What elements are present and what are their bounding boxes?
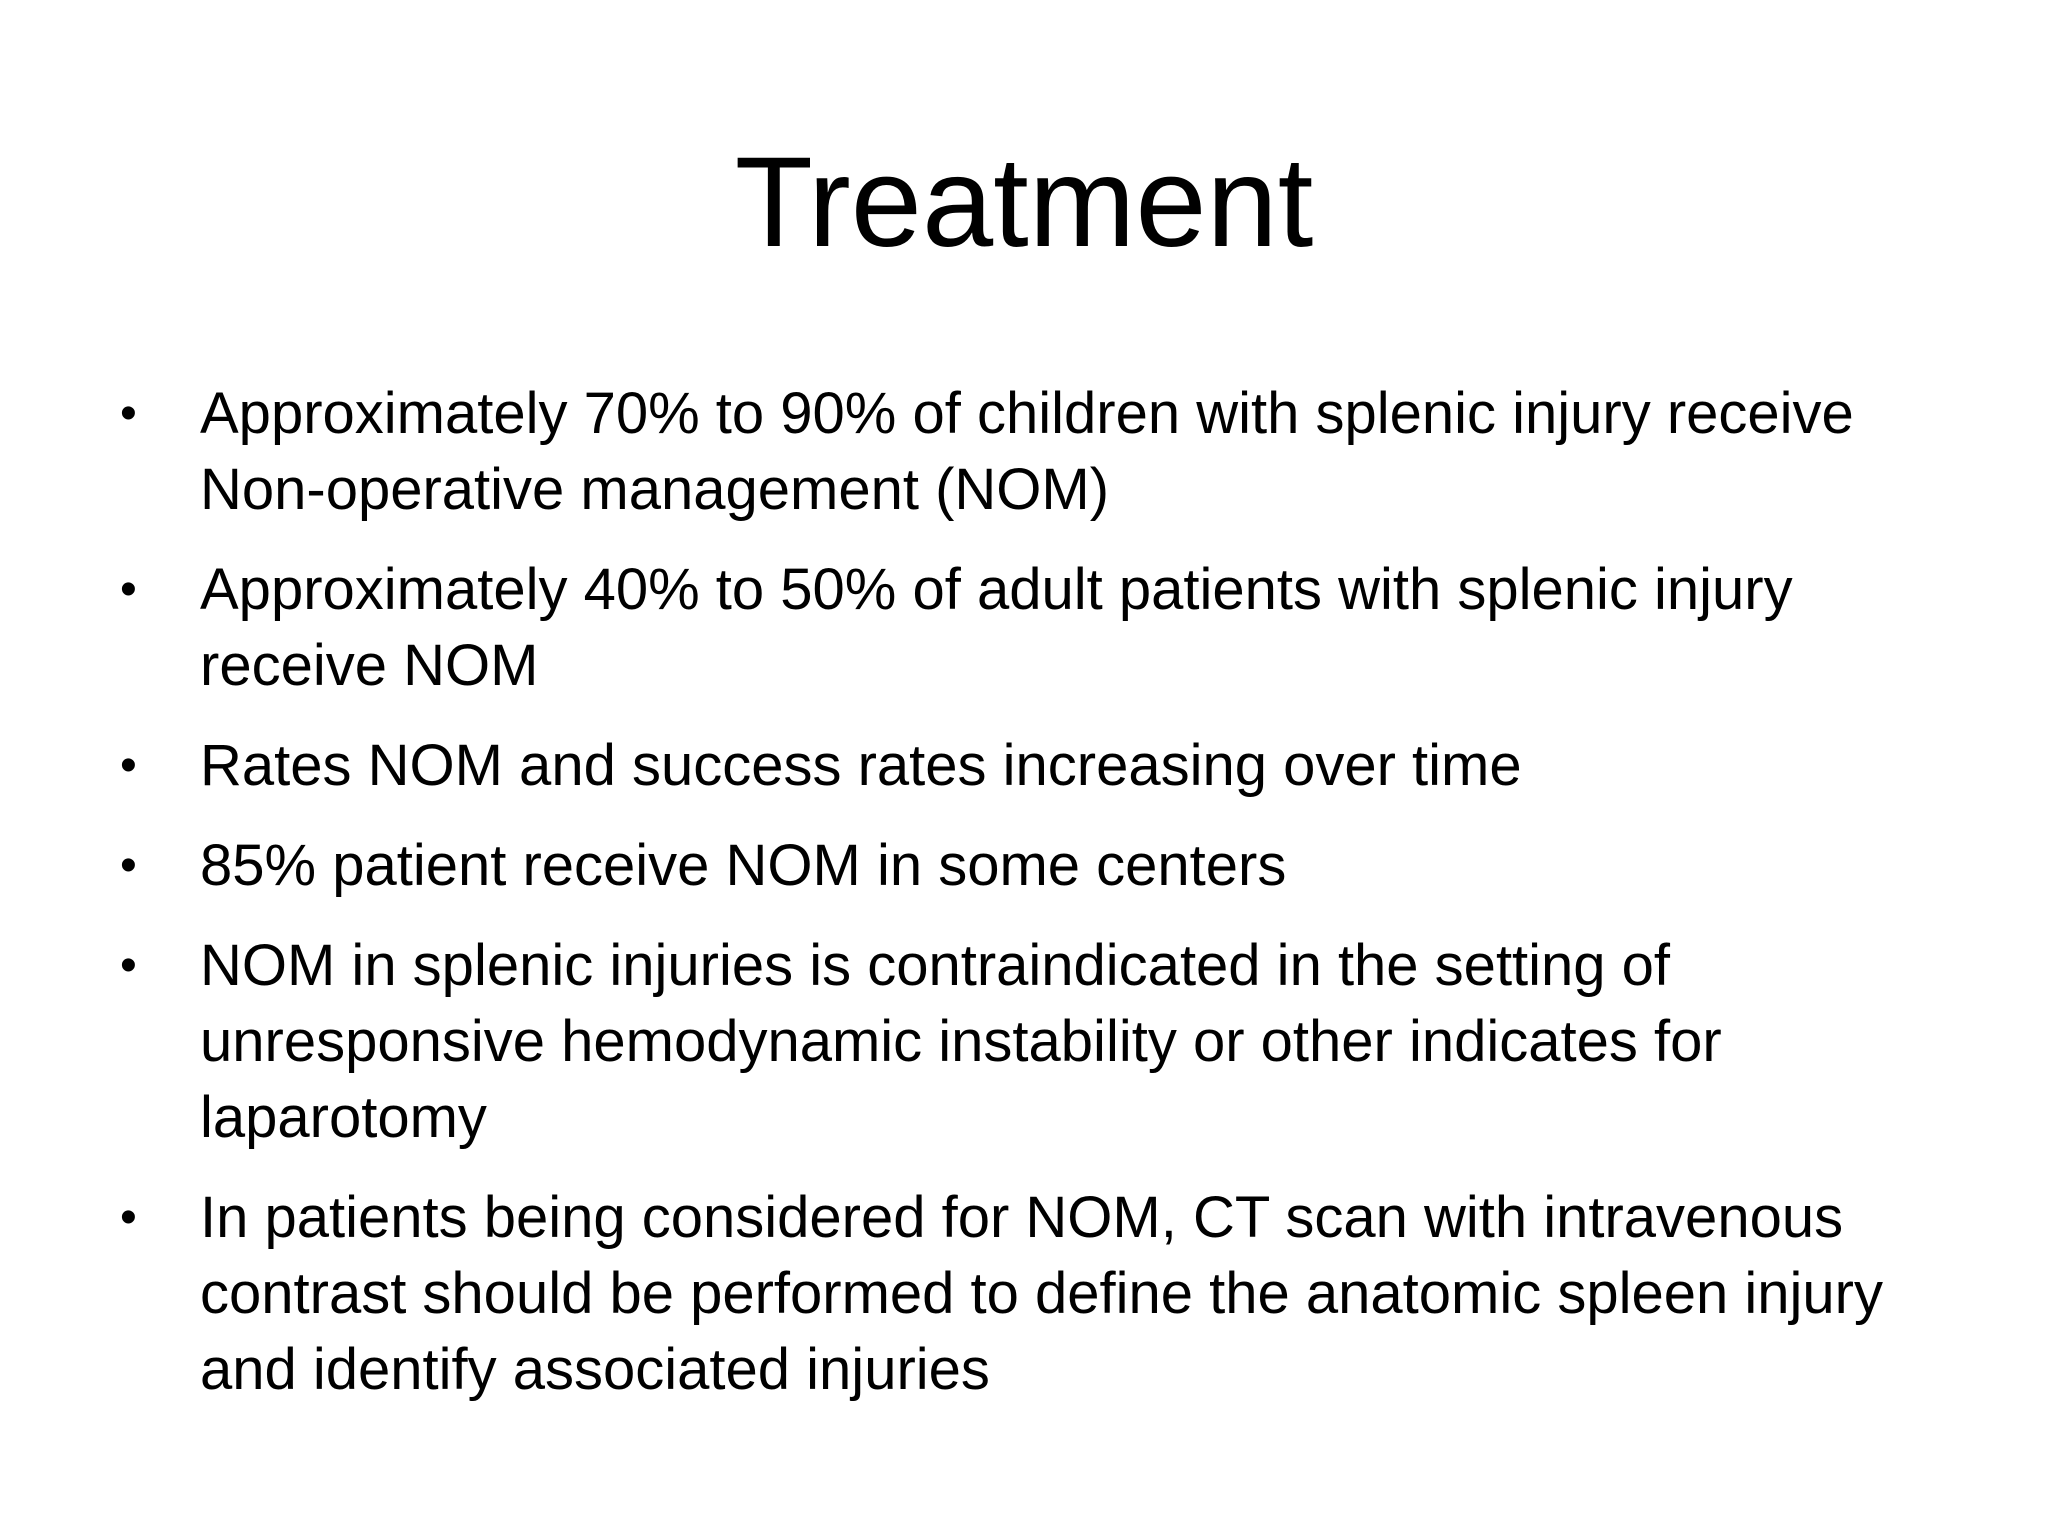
bullet-icon: • [120,387,137,440]
bullet-item [120,552,1980,704]
bullet-icon: • [120,563,137,616]
bullet-text: Approximately 40% to 50% of adult patients with splenic injury receive NOM [200,557,1793,698]
bullet-item [120,376,1980,528]
bullet-item [120,928,1980,1156]
bullet-icon: • [120,839,137,892]
bullet-icon: • [120,1191,137,1244]
bullet-text: 85% patient receive NOM in some centers [200,833,1287,898]
bullet-item [120,1180,1980,1408]
bullet-text: Approximately 70% to 90% of children with splenic injury receive Non-operative management (NOM) [200,381,1854,522]
bullet-text: NOM in splenic injuries is contraindicated in the setting of unresponsive hemodynamic instability or other indicates for laparotomy [200,933,1722,1150]
bullet-text: Rates NOM and success rates increasing over time [200,733,1522,798]
slide-title: Treatment [734,131,1314,274]
bullet-text: In patients being considered for NOM, CT scan with intravenous contrast should be performed to define the anatomic spleen injury and identify associated injuries [200,1185,1883,1402]
bullet-item [120,728,1980,804]
bullet-item [120,828,1980,904]
bullet-icon: • [120,939,137,992]
bullet-icon: • [120,739,137,792]
bullet-list [120,376,1980,1432]
